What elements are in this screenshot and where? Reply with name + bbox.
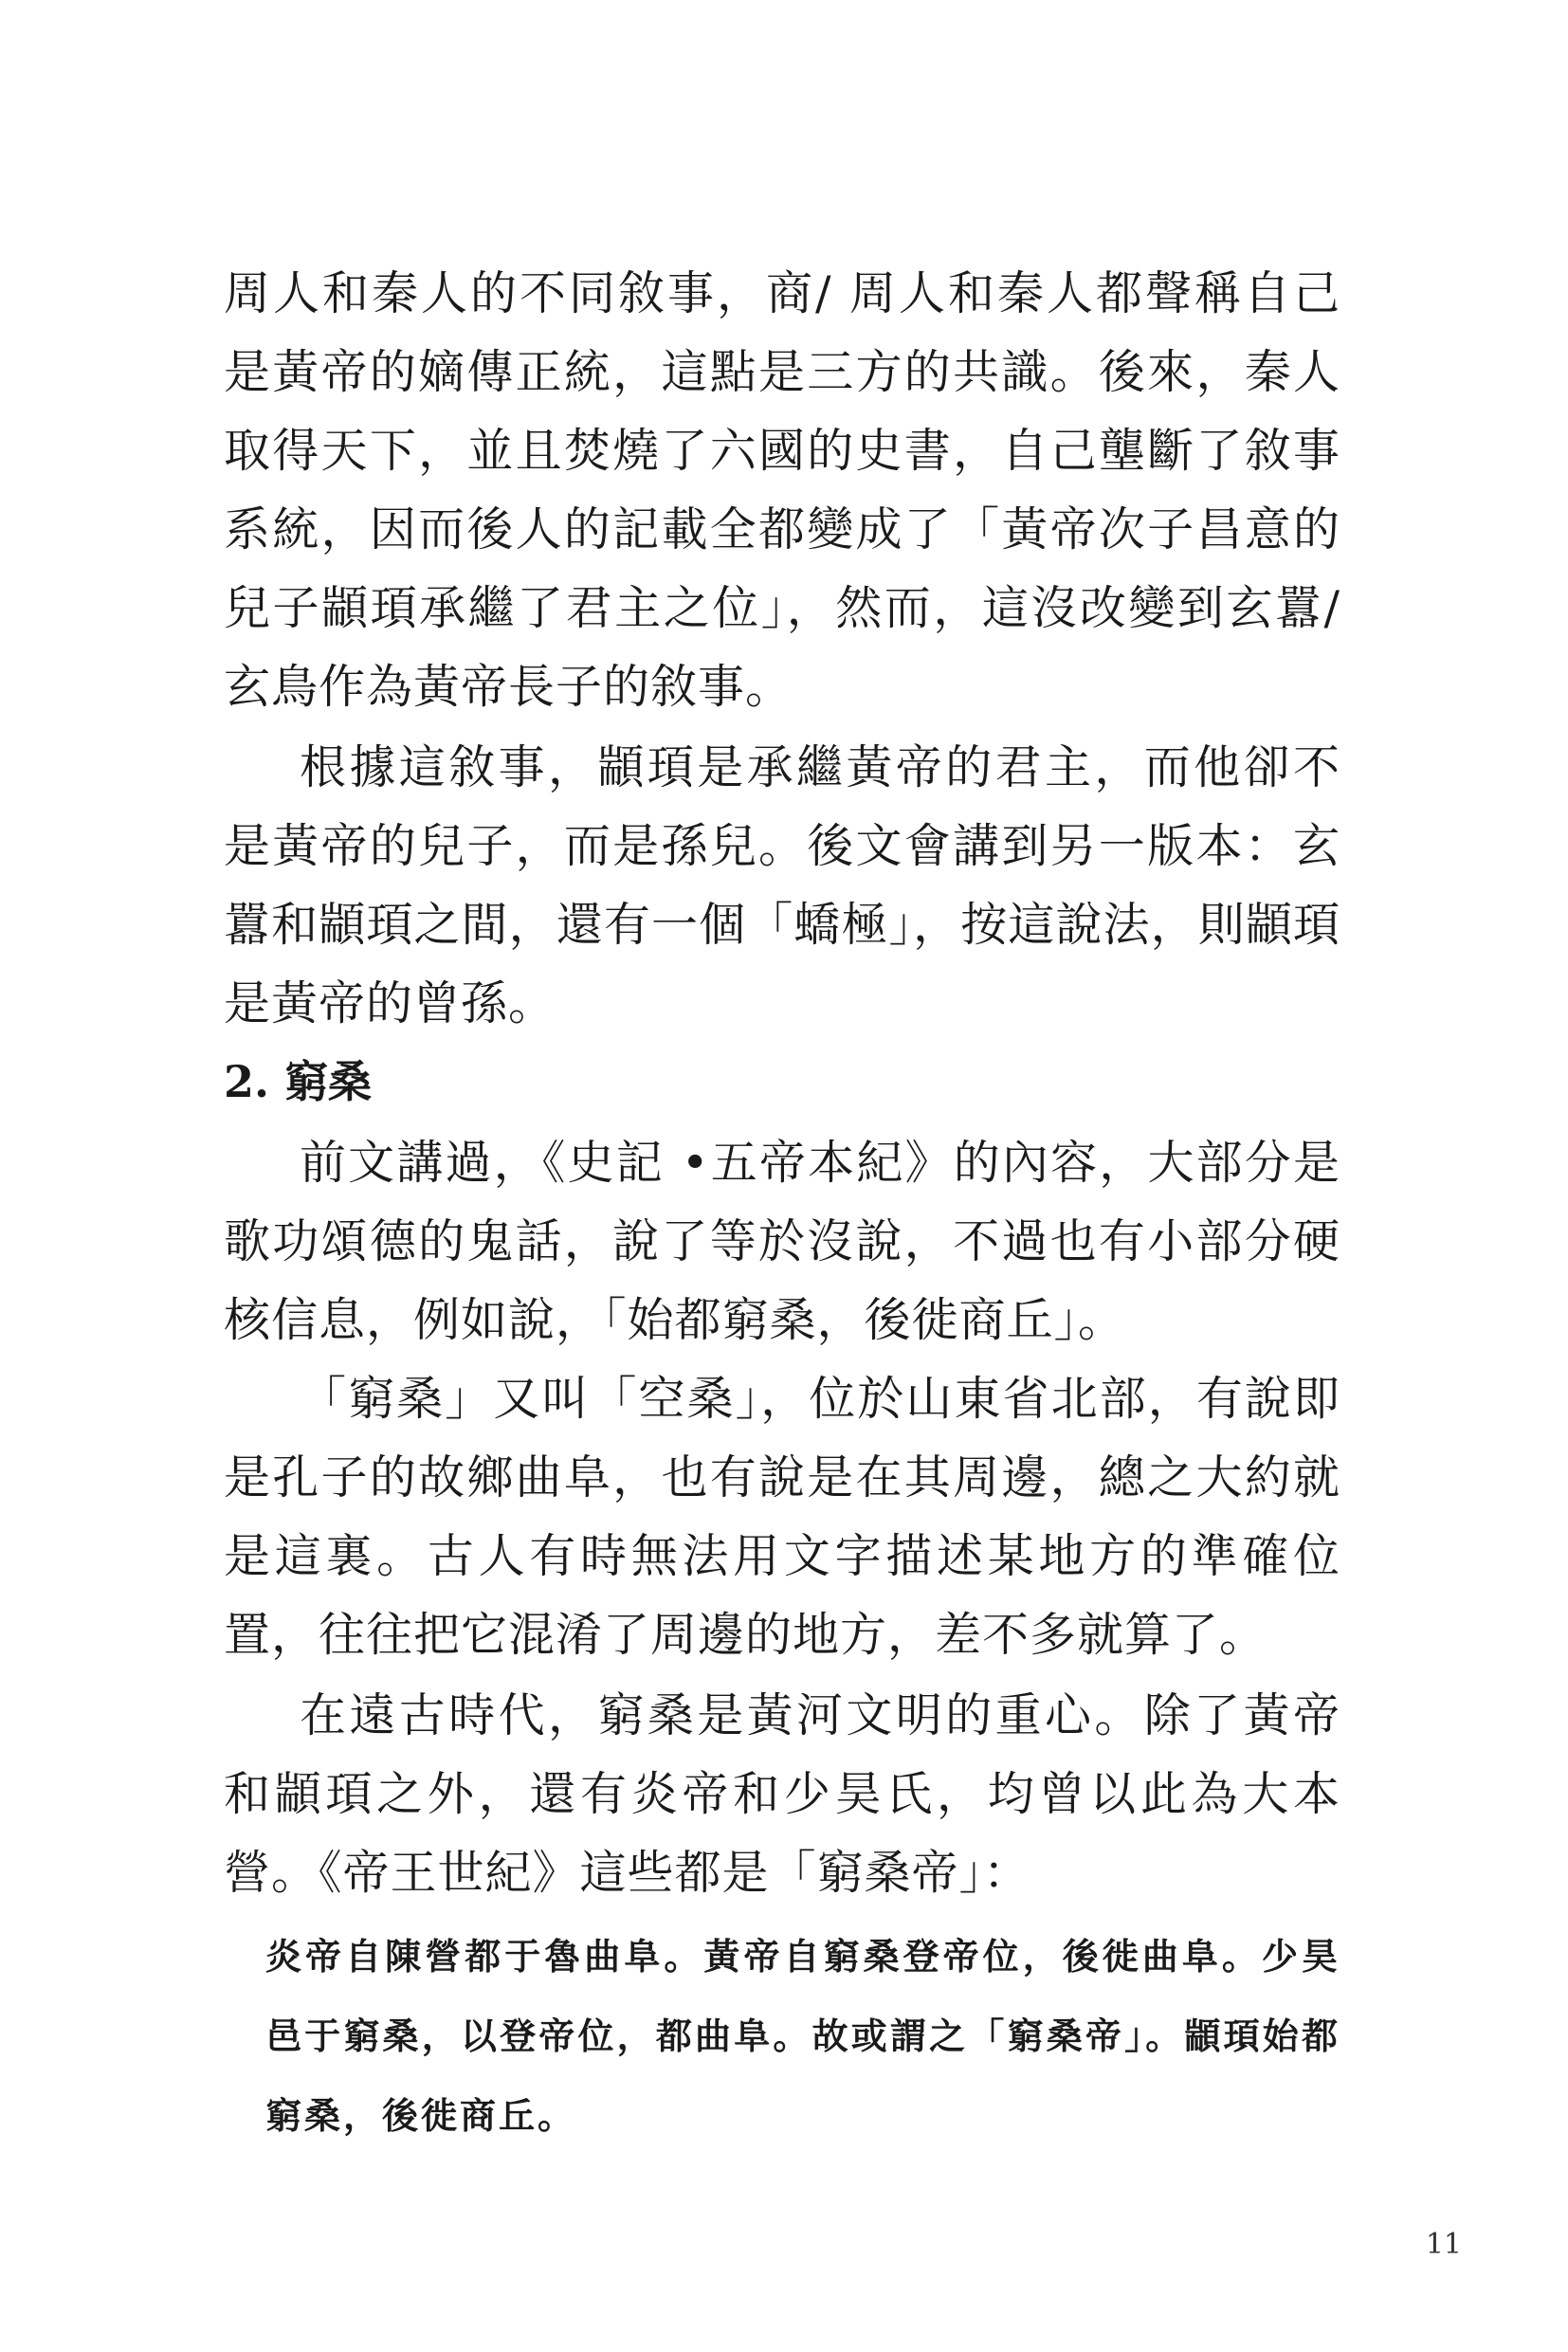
paragraph-5: 在遠古時代，窮桑是黃河文明的重心。除了黃帝和顓頊之外，還有炎帝和少昊氏，均曾以此為大本營。《帝王世紀》這些都是「窮桑帝」： [224, 1688, 1340, 1900]
paragraph-1: 周人和秦人的不同敘事，商/ 周人和秦人都聲稱自己是黃帝的嫡傳正統，這點是三方的共識。後來，秦人取得天下，並且焚燒了六國的史書，自己壟斷了敘事系統，因而後人的記載全都變成了「黃帝次子昌意的兒子顓頊承繼了君主之位」，然而，這沒改變到玄囂/ 玄鳥作為黃帝長子的敘事。 [224, 266, 1340, 714]
block-quote: 炎帝自陳營都于魯曲阜。黃帝自窮桑登帝位，後徙曲阜。少昊邑于窮桑，以登帝位，都曲阜。故或謂之「窮桑帝」。顓頊始都窮桑，後徙商丘。 [265, 1935, 1340, 2137]
page-number: 11 [1425, 2228, 1462, 2261]
paragraph-4: 「窮桑」又叫「空桑」，位於山東省北部，有說即是孔子的故鄉曲阜，也有說是在其周邊，總之大約就是這裏。古人有時無法用文字描述某地方的準確位置，往往把它混淆了周邊的地方，差不多就算了。 [224, 1372, 1340, 1662]
paragraph-2: 根據這敘事，顓頊是承繼黃帝的君主，而他卻不是黃帝的兒子，而是孫兒。後文會講到另一版本：玄囂和顓頊之間，還有一個「蟜極」，按這說法，則顓頊是黃帝的曾孫。 [224, 740, 1340, 1030]
paragraph-3: 前文講過，《史記 •五帝本紀》的內容，大部分是歌功頌德的鬼話，說了等於沒說，不過也有小部分硬核信息，例如說，「始都窮桑，後徙商丘」。 [224, 1136, 1340, 1347]
section-heading: 2. 窮桑 [224, 1056, 373, 1107]
